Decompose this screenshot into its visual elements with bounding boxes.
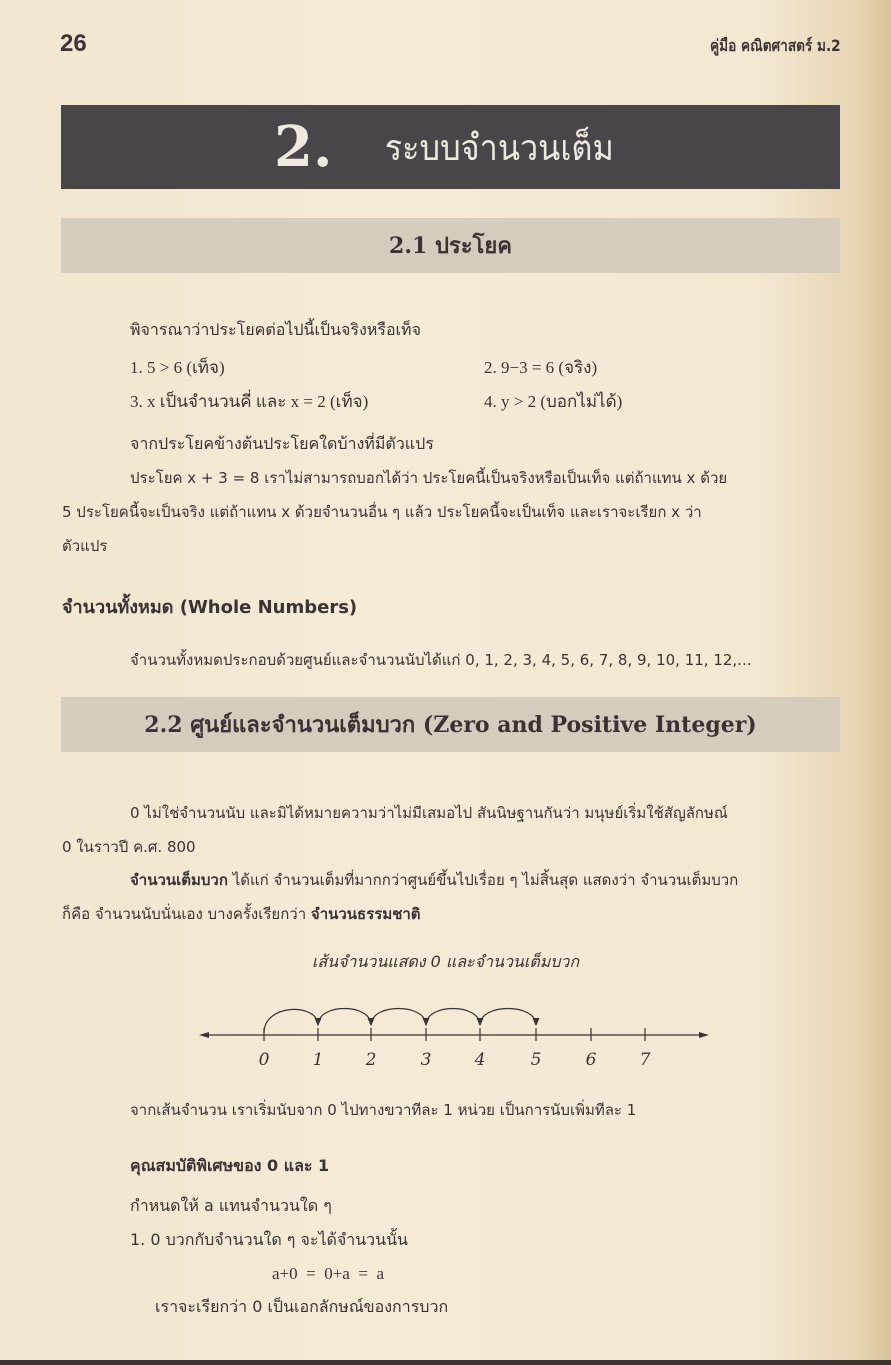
section-heading-2-1 [61, 218, 840, 273]
paragraph-line [62, 902, 421, 926]
term-natural-number: จำนวนธรรมชาติ [310, 905, 421, 923]
properties-conclusion: เราจะเรียกว่า 0 เป็นเอกลักษณ์ของการบวก [155, 1297, 449, 1316]
tick-label: 2 [365, 1050, 377, 1070]
term-positive-integer: จำนวนเต็มบวก [130, 871, 228, 889]
paragraph-text: ก็คือ จำนวนนับนั่นเอง บางครั้งเรียกว่า [62, 905, 311, 923]
section-title: 2.1 ประโยค [389, 233, 512, 259]
statement-1: 1. 5 > 6 (เท็จ) [130, 358, 225, 377]
tick-label: 7 [639, 1050, 651, 1070]
tick-label: 4 [474, 1050, 486, 1070]
paragraph-line: 0 ในราวปี ค.ศ. 800 [62, 838, 196, 856]
paragraph-line: ประโยค x + 3 = 8 เราไม่สามารถบอกได้ว่า ประโยคนี้เป็นจริงหรือเป็นเท็จ แต่ถ้าแทน x ด้วย [130, 469, 728, 487]
identity-equation: a+0 = 0+a = a [272, 1264, 384, 1283]
figure-caption: เส้นจำนวนแสดง 0 และจำนวนเต็มบวก [311, 952, 580, 971]
right-arrow-icon [699, 1032, 709, 1038]
running-header: คู่มือ คณิตศาสตร์ ม.2 [710, 36, 841, 55]
section-heading-2-2 [61, 697, 840, 752]
whole-numbers-definition: จำนวนทั้งหมดประกอบด้วยศูนย์และจำนวนนับได้แก่ 0, 1, 2, 3, 4, 5, 6, 7, 8, 9, 10, 11, 12,... [130, 651, 752, 669]
tick-label: 6 [585, 1050, 597, 1070]
paragraph-text: ได้แก่ จำนวนเต็มที่มากกว่าศูนย์ขึ้นไปเรื่อย ๆ ไม่สิ้นสุด แสดงว่า จำนวนเต็มบวก [227, 871, 739, 889]
number-line-figure [195, 995, 715, 1080]
properties-given: กำหนดให้ a แทนจำนวนใด ๆ [130, 1196, 332, 1215]
after-figure-text: จากเส้นจำนวน เราเริ่มนับจาก 0 ไปทางขวาทีละ 1 หน่วย เป็นการนับเพิ่มทีละ 1 [130, 1101, 637, 1119]
chapter-banner [61, 105, 840, 189]
tick-label: 5 [530, 1050, 542, 1070]
paragraph-line: 0 ไม่ใช่จำนวนนับ และมิได้หมายความว่าไม่มีเสมอไป สันนิษฐานกันว่า มนุษย์เริ่มใช้สัญลักษณ์ [130, 804, 728, 822]
number-line-svg [195, 995, 715, 1045]
question-text: จากประโยคข้างต้นประโยคใดบ้างที่มีตัวแปร [130, 434, 434, 453]
statement-4: 4. y > 2 (บอกไม่ได้) [484, 392, 623, 411]
page-bottom-edge [0, 1360, 891, 1365]
tick-label: 3 [420, 1050, 432, 1070]
property-item-1: 1. 0 บวกกับจำนวนใด ๆ จะได้จำนวนนั้น [130, 1230, 408, 1249]
properties-heading: คุณสมบัติพิเศษของ 0 และ 1 [130, 1156, 330, 1175]
section-title: 2.2 ศูนย์และจำนวนเต็มบวก (Zero and Positive Integer) [144, 712, 757, 738]
paragraph-line: 5 ประโยคนี้จะเป็นจริง แต่ถ้าแทน x ด้วยจำนวนอื่น ๆ แล้ว ประโยคนี้จะเป็นเท็จ และเราจะเรียก x ว่า [62, 503, 702, 521]
page-number: 26 [60, 30, 87, 57]
statement-2: 2. 9−3 = 6 (จริง) [484, 358, 598, 377]
left-arrow-icon [199, 1032, 209, 1038]
tick-label: 0 [258, 1050, 270, 1070]
paragraph-line [130, 868, 738, 892]
paragraph-line: ตัวแปร [62, 537, 108, 555]
tick-label: 1 [312, 1050, 324, 1070]
statement-3: 3. x เป็นจำนวนคี่ และ x = 2 (เท็จ) [130, 392, 369, 411]
whole-numbers-heading: จำนวนทั้งหมด (Whole Numbers) [62, 597, 358, 618]
chapter-number: 2. [274, 114, 333, 180]
jump-arcs [264, 1009, 536, 1034]
intro-text: พิจารณาว่าประโยคต่อไปนี้เป็นจริงหรือเท็จ [130, 320, 421, 339]
chapter-title: ระบบจำนวนเต็ม [385, 127, 615, 169]
